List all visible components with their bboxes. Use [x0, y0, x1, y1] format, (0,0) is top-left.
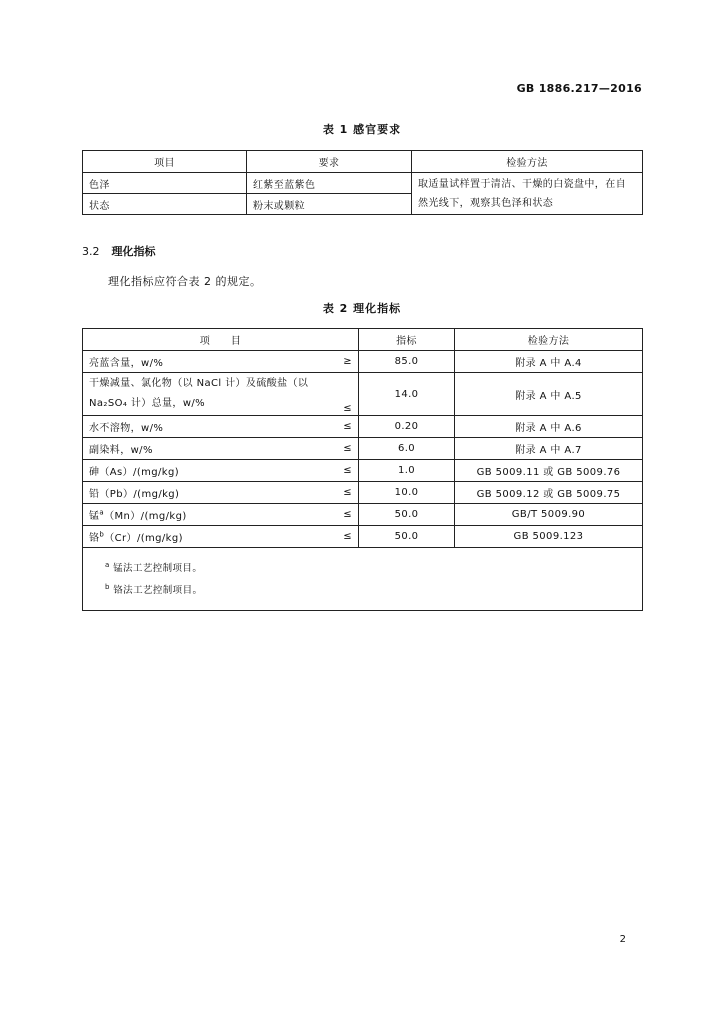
item-label: 亮蓝含量，w/% — [89, 358, 164, 369]
footnotes-row — [83, 548, 643, 611]
item-label-element: 铬 — [89, 533, 100, 544]
item-label: 副染料，w/% — [89, 445, 153, 456]
table-row — [83, 416, 643, 438]
column-header-item: 项 目 — [83, 329, 359, 351]
value-cell: 50.0 — [359, 504, 455, 526]
table-row — [83, 526, 643, 548]
item-cell: 状态 — [83, 194, 247, 215]
footnote-mark: a — [105, 561, 110, 569]
column-header-requirement: 要求 — [247, 151, 412, 173]
item-label: 砷（As）/(mg/kg) — [89, 467, 180, 478]
method-cell: GB 5009.123 — [455, 526, 643, 548]
table-row — [83, 173, 643, 194]
column-header-index: 指标 — [359, 329, 455, 351]
table1-title: 表 1 感官要求 — [322, 123, 402, 136]
table-header-row — [83, 151, 643, 173]
value-cell: 1.0 — [359, 460, 455, 482]
footnote — [105, 556, 636, 578]
comparison-sign: ≤ — [343, 465, 352, 476]
item-label — [89, 507, 187, 522]
method-cell: 取适量试样置于清洁、干燥的白瓷盘中，在自然光线下，观察其色泽和状态 — [412, 173, 643, 215]
table-header-row — [83, 329, 643, 351]
item-cell: 色泽 — [83, 173, 247, 194]
footnote-marker: a — [99, 508, 105, 517]
item-cell — [83, 460, 359, 482]
table-row — [83, 460, 643, 482]
footnotes-cell — [83, 548, 643, 611]
requirement-cell: 红紫至蓝紫色 — [247, 173, 412, 194]
method-cell: 附录 A 中 A.6 — [455, 416, 643, 438]
footnote-marker: b — [99, 530, 105, 539]
item-label: 干燥减量、氯化物（以 NaCl 计）及硫酸盐（以 Na₂SO₄ 计）总量，w/% — [89, 378, 309, 409]
item-cell — [83, 351, 359, 373]
item-cell — [83, 482, 359, 504]
item-label-unit: （Mn）/(mg/kg) — [104, 511, 187, 522]
item-cell — [83, 373, 359, 416]
table2-title: 表 2 理化指标 — [322, 302, 402, 315]
comparison-sign: ≤ — [343, 487, 352, 498]
method-cell: GB/T 5009.90 — [455, 504, 643, 526]
item-label — [89, 529, 183, 544]
method-cell: 附录 A 中 A.5 — [455, 373, 643, 416]
standard-code: GB 1886.217—2016 — [516, 82, 642, 95]
comparison-sign: ≤ — [343, 421, 352, 432]
comparison-sign: ≤ — [343, 443, 352, 454]
column-header-method: 检验方法 — [412, 151, 643, 173]
method-cell: 附录 A 中 A.4 — [455, 351, 643, 373]
footnote — [105, 578, 636, 600]
section-title: 理化指标 — [111, 245, 156, 258]
section-number: 3.2 — [82, 245, 100, 258]
value-cell: 0.20 — [359, 416, 455, 438]
method-cell: 附录 A 中 A.7 — [455, 438, 643, 460]
table-row — [83, 482, 643, 504]
requirement-cell: 粉末或颗粒 — [247, 194, 412, 215]
value-cell: 50.0 — [359, 526, 455, 548]
comparison-sign: ≤ — [343, 403, 352, 414]
method-cell: GB 5009.12 或 GB 5009.75 — [455, 482, 643, 504]
footnote-mark: b — [105, 583, 110, 592]
value-cell: 85.0 — [359, 351, 455, 373]
table-row — [83, 504, 643, 526]
item-cell — [83, 526, 359, 548]
item-cell — [83, 416, 359, 438]
footnote-text: 锰法工艺控制项目。 — [113, 563, 203, 575]
item-label: 水不溶物，w/% — [89, 423, 164, 434]
value-cell: 14.0 — [359, 373, 455, 416]
section-heading — [82, 243, 156, 259]
value-cell: 10.0 — [359, 482, 455, 504]
sensory-requirements-table — [82, 150, 643, 215]
table-row — [83, 438, 643, 460]
column-header-method: 检验方法 — [455, 329, 643, 351]
comparison-sign: ≤ — [343, 509, 352, 520]
table-row — [83, 373, 643, 416]
table-row — [83, 351, 643, 373]
physicochemical-table — [82, 328, 643, 611]
page-number: 2 — [619, 934, 626, 945]
footnote-text: 铬法工艺控制项目。 — [113, 585, 203, 597]
item-label-element: 锰 — [89, 511, 100, 522]
item-cell — [83, 504, 359, 526]
item-label: 铅（Pb）/(mg/kg) — [89, 489, 180, 500]
value-cell: 6.0 — [359, 438, 455, 460]
column-header-item: 项目 — [83, 151, 247, 173]
comparison-sign: ≤ — [343, 531, 352, 542]
comparison-sign: ≥ — [343, 356, 352, 367]
item-cell — [83, 438, 359, 460]
section-paragraph: 理化指标应符合表 2 的规定。 — [108, 275, 262, 288]
item-label-unit: （Cr）/(mg/kg) — [104, 533, 183, 544]
method-cell: GB 5009.11 或 GB 5009.76 — [455, 460, 643, 482]
